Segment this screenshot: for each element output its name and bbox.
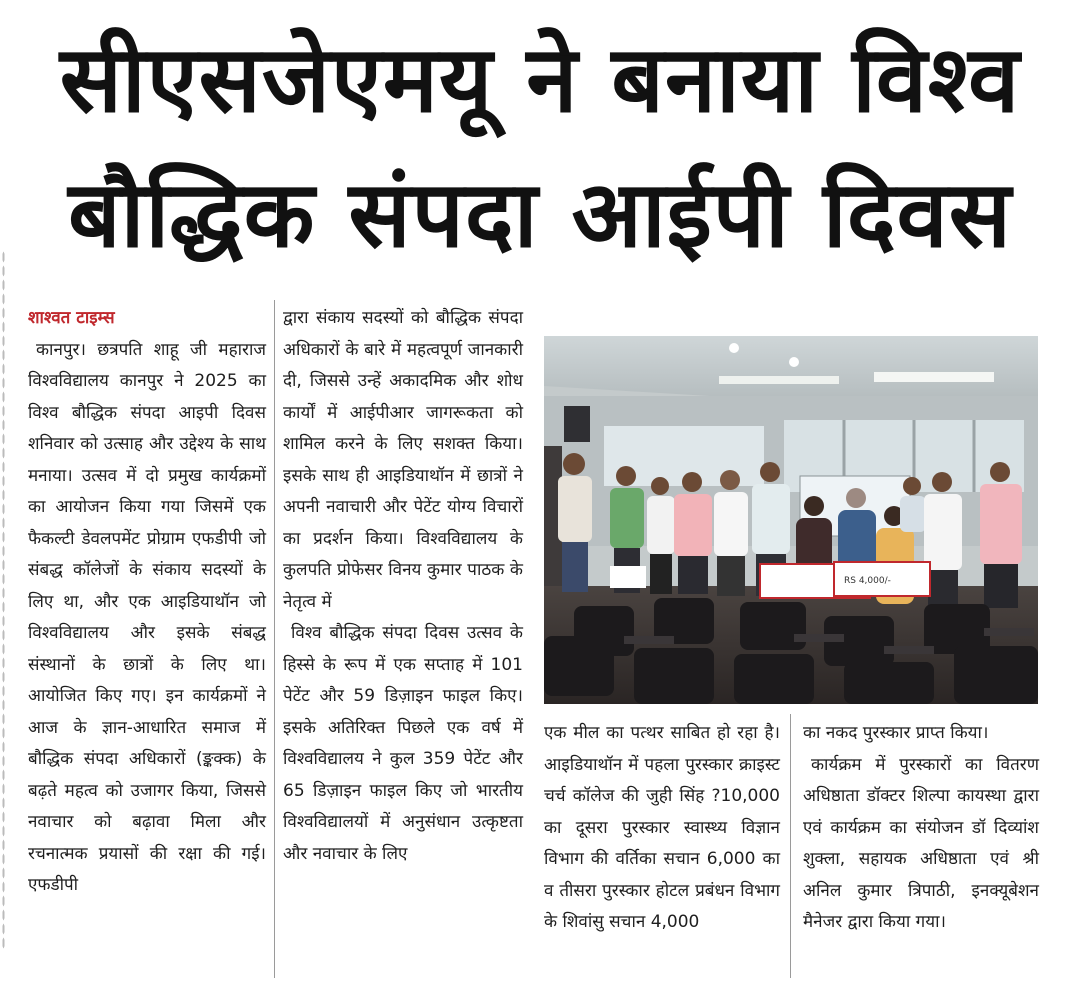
column-4-paragraph-2: कार्यक्रम में पुरस्कारों का वितरण अधिष्ठाता डॉक्टर शिल्पा कायस्था द्वारा एवं कार्यक्रम का संयोजन डॉ दिव्यांश शुक्ला, सहायक अधिष्ठाता एवं श्री अनिल कुमार त्रिपाठी, इनक्यूबेशन मैनेजर द्वारा किया गया। [803, 754, 1039, 932]
page-edge-dots [2, 250, 5, 950]
byline: शाश्वत टाइम्स [28, 308, 115, 328]
article-column-4 [803, 718, 1039, 939]
article-column-1 [28, 303, 266, 902]
column-4-paragraph-1: का नकद पुरस्कार प्राप्त किया। [803, 723, 989, 743]
column-2-paragraph-1: द्वारा संकाय सदस्यों को बौद्धिक संपदा अधिकारों के बारे में महत्वपूर्ण जानकारी दी, जिससे उन्हें अकादमिक और शोध कार्यों में आईपीआर जागरूकता को शामिल करने के लिए सशक्त किया। इसके साथ ही आइडियाथॉन में छात्रों ने अपनी नवाचारी और पेटेंट योग्य विचारों का प्रदर्शन किया। विश्वविद्यालय के कुलपति प्रोफेसर विनय कुमार पाठक के नेतृत्व में [283, 308, 523, 612]
column-3-paragraph: एक मील का पत्थर साबित हो रहा है।आइडियाथॉन में पहला पुरस्कार क्राइस्ट चर्च कॉलेज की जुही सिंह ?10,000 का दूसरा पुरस्कार स्वास्थ्य विज्ञान विभाग की वर्तिका सचान 6,000 का व तीसरा पुरस्कार होटल प्रबंधन विभाग के शिवांसु सचान 4,000 [544, 723, 780, 932]
headline-line-2: बौद्धिक संपदा आईपी दिवस [68, 161, 1012, 268]
article-column-2 [283, 303, 523, 870]
column-divider [790, 714, 791, 978]
column-divider [274, 300, 275, 978]
article-column-3 [544, 718, 780, 939]
headline-line-1: सीएसजेएमयू ने बनाया विश्व [59, 26, 1021, 133]
cheque-amount: RS 4,000/- [844, 576, 891, 586]
column-1-paragraph: कानपुर। छत्रपति शाहू जी महाराज विश्वविद्यालय कानपुर ने 2025 का विश्व बौद्धिक संपदा आइपी दिवस शनिवार को उत्साह और उद्देश्य के साथ मनाया। उत्सव में दो प्रमुख कार्यक्रमों का आयोजन किया गया जिसमें एक फैकल्टी डेवलपमेंट प्रोग्राम एफडीपी जो संबद्ध कॉलेजों के संकाय सदस्यों के लिए था, और एक आइडियाथॉन जो विश्वविद्यालय और इसके संबद्ध संस्थानों के छात्रों के लिए था। आयोजित किए गए। इन कार्यक्रमों ने आज के ज्ञान-आधारित समाज में बौद्धिक संपदा अधिकारों (ङ्कक्क) के बढ़ते महत्व को उजागर किया, जिससे नवाचार को बढ़ावा मिला और रचनात्मक प्रयासों की रक्षा की गई। एफडीपी [28, 339, 266, 895]
column-2-paragraph-2: विश्व बौद्धिक संपदा दिवस उत्सव के हिस्से के रूप में एक सप्ताह में 101 पेटेंट और 59 डिज़ाइन फाइल किए। इसके अतिरिक्त पिछले एक वर्ष में विश्वविद्यालय ने कुल 359 पेटेंट और 65 डिज़ाइन फाइल किए जो भारतीय विश्वविद्यालयों में अनुसंधान उत्कृष्टता और नवाचार के लिए [283, 623, 523, 864]
event-photo [544, 336, 1038, 704]
